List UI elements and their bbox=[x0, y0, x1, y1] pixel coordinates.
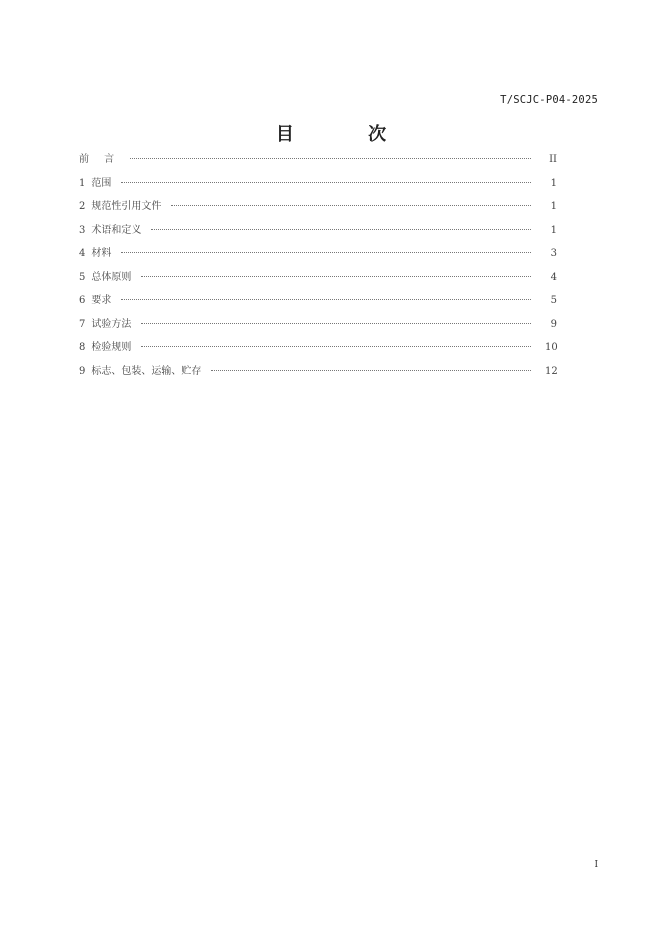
toc-entry-label: 规范性引用文件 bbox=[91, 201, 162, 212]
toc-entry-number: 3 bbox=[79, 224, 86, 236]
toc-entry-page: 1 bbox=[550, 201, 557, 212]
toc-entry-page: 9 bbox=[550, 318, 557, 330]
toc-entry-scope[interactable] bbox=[79, 174, 557, 198]
toc-entry-page: 1 bbox=[550, 177, 557, 189]
document-code: T/SCJC-P04-2025 bbox=[500, 94, 598, 106]
toc-entry-test-methods[interactable] bbox=[79, 315, 557, 339]
toc-entry-label: 术语和定义 bbox=[91, 224, 142, 236]
toc-entry-label: 标志、包装、运输、贮存 bbox=[91, 365, 202, 377]
toc-entry-page: 3 bbox=[550, 248, 557, 259]
dot-leader bbox=[141, 276, 531, 277]
toc-entry-number: 2 bbox=[79, 201, 86, 212]
toc-entry-label: 试验方法 bbox=[91, 318, 132, 330]
dot-leader bbox=[121, 182, 531, 183]
dot-leader bbox=[211, 370, 531, 371]
toc-entry-terms-definitions[interactable] bbox=[79, 221, 557, 245]
table-of-contents bbox=[79, 150, 557, 385]
toc-entry-label: 检验规则 bbox=[91, 342, 132, 353]
page-title: 目 次 bbox=[275, 124, 421, 145]
toc-entry-number: 4 bbox=[79, 248, 86, 259]
toc-entry-page: II bbox=[549, 154, 557, 165]
toc-entry-page: 10 bbox=[545, 342, 558, 353]
dot-leader bbox=[141, 346, 531, 347]
toc-entry-number: 5 bbox=[79, 271, 86, 283]
dot-leader bbox=[171, 205, 531, 206]
page-number: I bbox=[594, 860, 598, 870]
dot-leader bbox=[121, 299, 531, 300]
toc-entry-label: 前 言 bbox=[79, 154, 121, 165]
toc-entry-preface[interactable] bbox=[79, 150, 557, 174]
toc-entry-page: 1 bbox=[550, 224, 557, 236]
toc-entry-normative-references[interactable] bbox=[79, 197, 557, 221]
toc-entry-page: 4 bbox=[550, 271, 557, 283]
toc-entry-label: 材料 bbox=[91, 248, 112, 259]
toc-entry-inspection-rules[interactable] bbox=[79, 338, 557, 362]
toc-entry-number: 7 bbox=[79, 318, 86, 330]
toc-entry-number: 8 bbox=[79, 342, 86, 353]
toc-entry-marking-packaging[interactable] bbox=[79, 362, 557, 386]
toc-entry-requirements[interactable] bbox=[79, 291, 557, 315]
toc-entry-number: 9 bbox=[79, 365, 86, 377]
dot-leader bbox=[130, 158, 531, 159]
toc-entry-number: 1 bbox=[79, 177, 86, 189]
dot-leader bbox=[121, 252, 531, 253]
toc-entry-label: 总体原则 bbox=[91, 271, 132, 283]
dot-leader bbox=[141, 323, 531, 324]
toc-entry-label: 要求 bbox=[91, 295, 112, 306]
toc-entry-page: 12 bbox=[545, 365, 558, 377]
toc-entry-general-principles[interactable] bbox=[79, 268, 557, 292]
dot-leader bbox=[151, 229, 531, 230]
toc-entry-label: 范围 bbox=[91, 177, 112, 189]
toc-entry-page: 5 bbox=[550, 295, 557, 306]
toc-entry-materials[interactable] bbox=[79, 244, 557, 268]
toc-entry-number: 6 bbox=[79, 295, 86, 306]
